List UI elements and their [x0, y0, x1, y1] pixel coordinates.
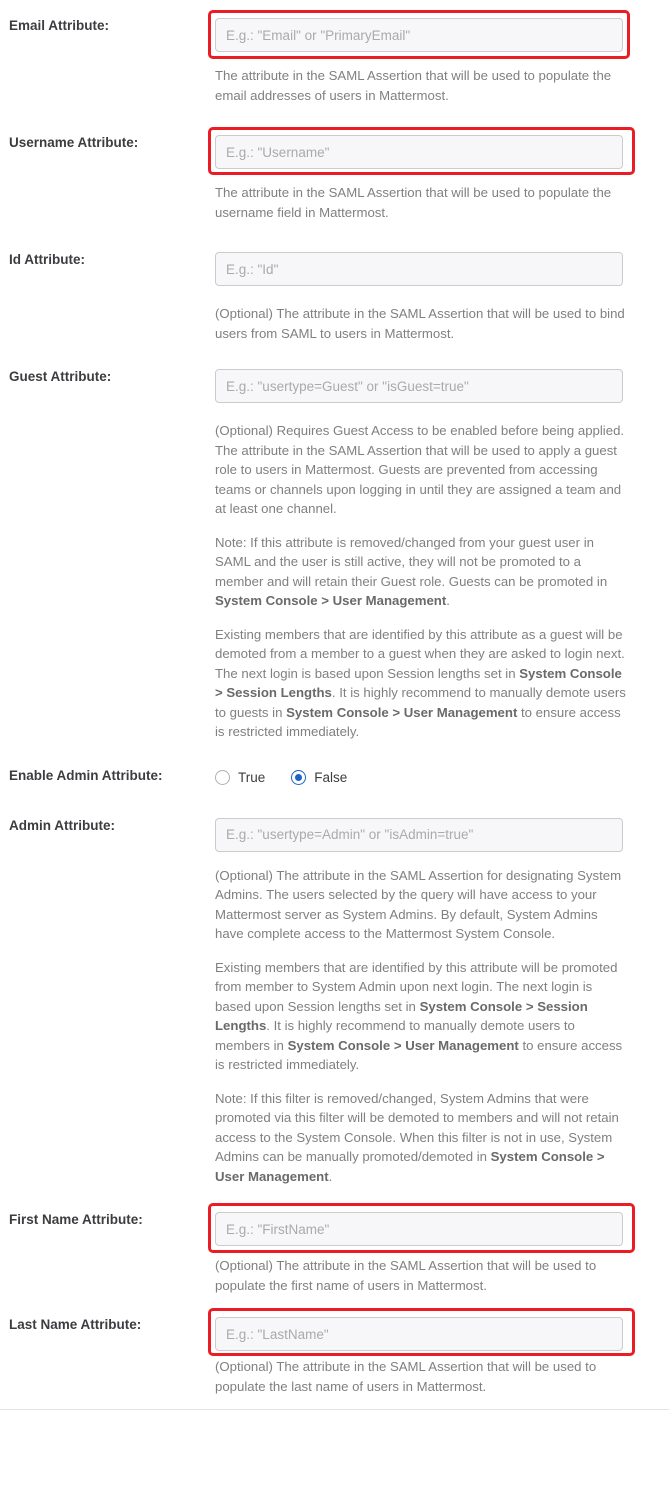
radio-button-false-icon[interactable]: [291, 770, 306, 785]
field-row-first-name-attribute: [0, 1212, 669, 1295]
admin-attribute-help-2: Existing members that are identified by this attribute will be promoted from member to System Admin upon next login. The next login is based upon Session lengths set in System Console > Session Lengths. It is highly recommend to manually demote users to members in System Console > User Management to ensure access is restricted immediately.: [215, 959, 623, 1072]
email-attribute-input[interactable]: [215, 18, 623, 52]
admin-attribute-label: Admin Attribute:: [9, 817, 115, 833]
enable-admin-attribute-radio-group[interactable]: [215, 768, 655, 788]
last-name-attribute-label: Last Name Attribute:: [9, 1317, 142, 1332]
field-row-username-attribute: [0, 135, 669, 222]
first-name-attribute-label: First Name Attribute:: [9, 1212, 143, 1227]
email-attribute-input-wrap: [215, 18, 655, 52]
radio-label-true: True: [238, 770, 266, 785]
email-attribute-label: Email Attribute:: [9, 18, 110, 33]
admin-attribute-help-1: (Optional) The attribute in the SAML Assertion for designating System Admins. The users selected by the query will have access to your Mattermost server as System Admins. By default, System Admins have complete access to the Mattermost System Console.: [215, 867, 622, 941]
last-name-attribute-help: (Optional) The attribute in the SAML Assertion that will be used to populate the last name of users in Mattermost.: [215, 1359, 597, 1394]
username-attribute-help: The attribute in the SAML Assertion that will be used to populate the username field in Mattermost.: [215, 185, 612, 220]
field-row-enable-admin-attribute: [0, 768, 669, 788]
radio-option-false[interactable]: [291, 770, 347, 785]
field-row-last-name-attribute: [0, 1317, 669, 1396]
username-attribute-input[interactable]: [215, 135, 623, 169]
enable-admin-attribute-label: Enable Admin Attribute:: [9, 767, 163, 783]
field-row-email-attribute: [0, 18, 669, 105]
username-attribute-label: Username Attribute:: [9, 135, 139, 150]
guest-attribute-input[interactable]: [215, 369, 623, 403]
first-name-attribute-help: (Optional) The attribute in the SAML Assertion that will be used to populate the first name of users in Mattermost.: [215, 1258, 597, 1293]
first-name-attribute-input[interactable]: [215, 1212, 623, 1246]
first-name-attribute-input-wrap: [215, 1212, 655, 1246]
id-attribute-input-wrap: [215, 252, 655, 286]
radio-label-false: False: [314, 770, 348, 785]
username-attribute-input-wrap: [215, 135, 655, 169]
radio-button-true-icon[interactable]: [215, 770, 230, 785]
last-name-attribute-input-wrap: [215, 1317, 655, 1351]
guest-attribute-help-3: Existing members that are identified by this attribute as a guest will be demoted from a member to a guest when they are asked to login next. The next login is based upon Session lengths set in System Console > Session Lengths. It is highly recommend to manually demote users to guests in System Console > User Management to ensure access is restricted immediately.: [215, 626, 626, 739]
field-row-id-attribute: [0, 252, 669, 343]
admin-attribute-input-wrap: [215, 818, 655, 852]
field-row-guest-attribute: [0, 369, 669, 742]
id-attribute-input[interactable]: [215, 252, 623, 286]
email-attribute-help: The attribute in the SAML Assertion that will be used to populate the email addresses of users in Mattermost.: [215, 68, 612, 103]
field-row-admin-attribute: [0, 818, 669, 1187]
guest-attribute-help-2: Note: If this attribute is removed/changed from your guest user in SAML and the user is still active, they will not be promoted to a member and will retain their Guest role. Guests can be promoted in System Console > User Management.: [215, 534, 608, 608]
guest-attribute-help-1: (Optional) Requires Guest Access to be enabled before being applied. The attribute in the SAML Assertion that will be used to apply a guest role to users in Mattermost. Guests are prevented from accessing teams or channels upon logging in until they are assigned a team and at least one channel.: [215, 423, 625, 516]
last-name-attribute-input[interactable]: [215, 1317, 623, 1351]
id-attribute-label: Id Attribute:: [9, 252, 85, 267]
guest-attribute-input-wrap: [215, 369, 655, 403]
admin-attribute-input[interactable]: [215, 818, 623, 852]
top-spacer: [0, 0, 669, 18]
admin-attribute-help-3: Note: If this filter is removed/changed, System Admins that were promoted via this filter will be demoted to members and will not retain access to the System Console. When this filter is not in use, System Admins can be manually promoted/demoted in System Console > User Management.: [215, 1090, 619, 1184]
id-attribute-help: (Optional) The attribute in the SAML Assertion that will be used to bind users from SAML to users in Mattermost.: [215, 306, 625, 341]
section-divider: [0, 1409, 669, 1410]
guest-attribute-label: Guest Attribute:: [9, 369, 112, 384]
radio-option-true[interactable]: [215, 770, 265, 785]
